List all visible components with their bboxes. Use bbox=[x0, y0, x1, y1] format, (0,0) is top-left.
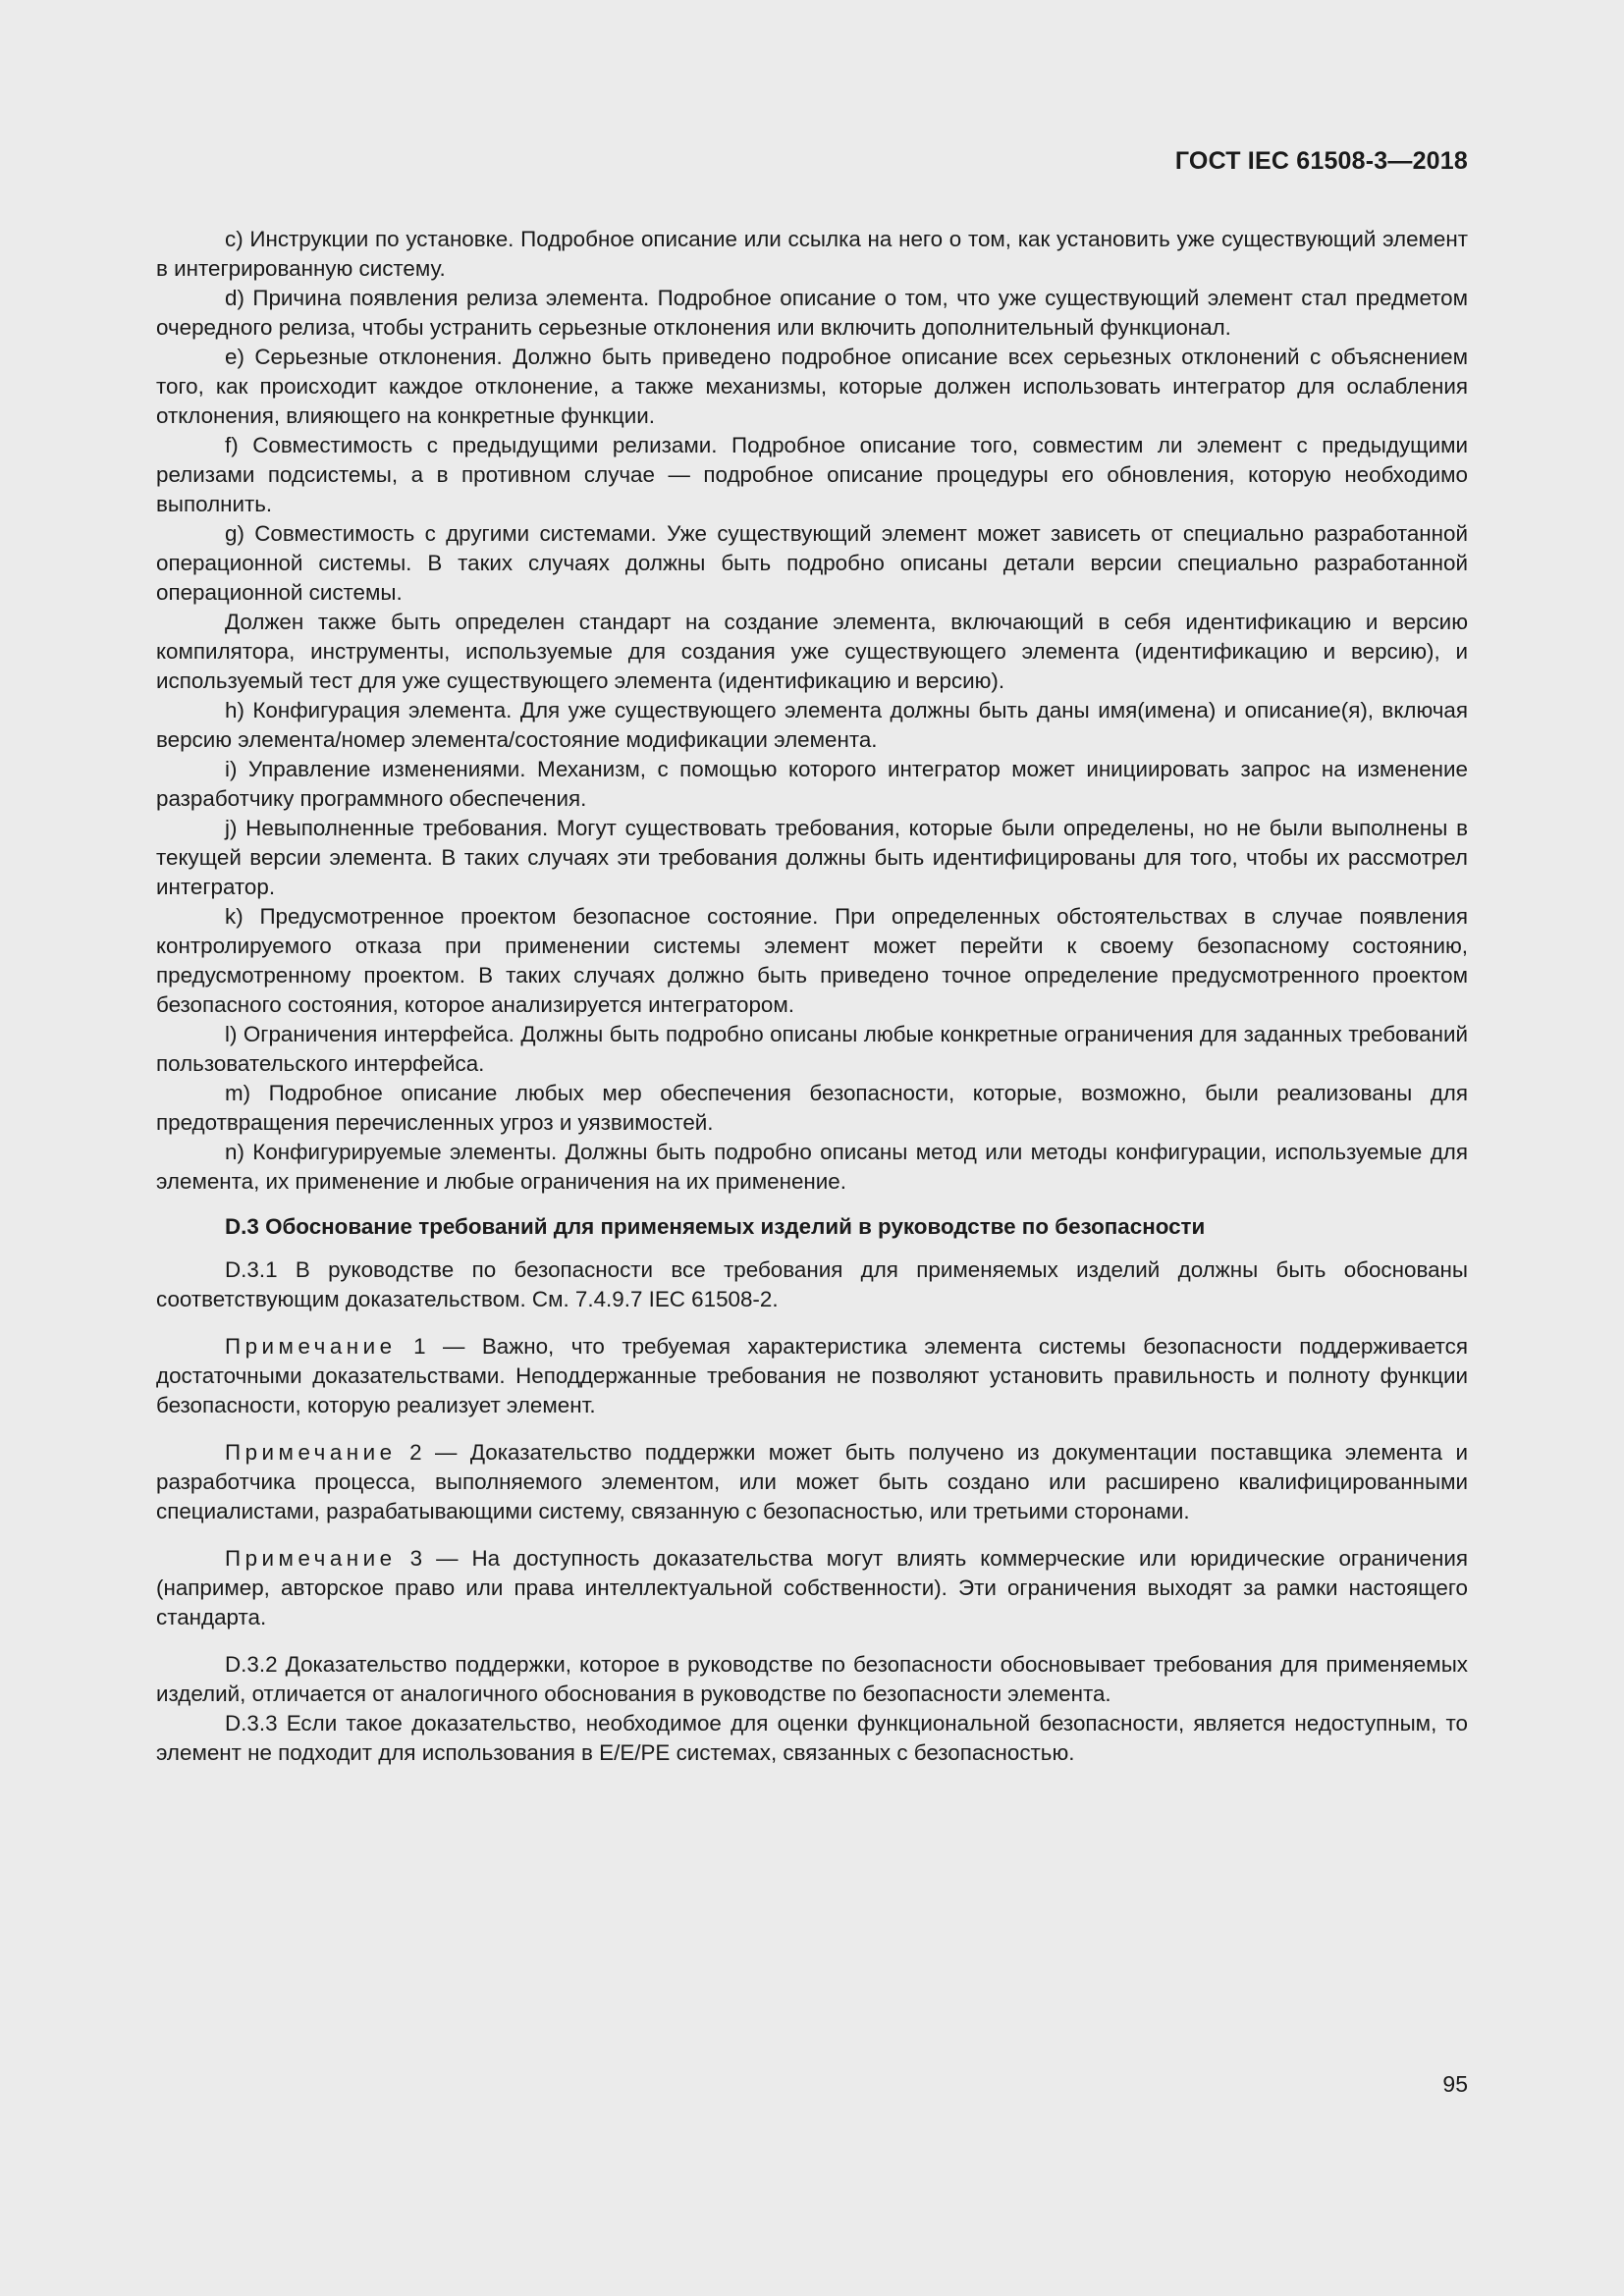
note-label: Примечание bbox=[225, 1334, 397, 1359]
list-item-k: k) Предусмотренное проектом безопасное состояние. При определенных обстоятельствах в случае появления контролируемого отказа при применении системы элемент может перейти к своему безопасному состоянию, предусмотренному проектом. В таких случаях должно быть приведено точное определение предусмотренного проектом безопасного состояния, которое анализируется интегратором. bbox=[156, 904, 1468, 1017]
list-item-g: g) Совместимость с другими системами. Уже существующий элемент может зависеть от специально разработанной операционной системы. В таких случаях должны быть подробно описаны детали версии специально разработанной операционной системы. bbox=[156, 521, 1468, 605]
note-label: Примечание bbox=[225, 1546, 397, 1571]
section-paragraph-1: D.3.1 В руководстве по безопасности все требования для применяемых изделий должны быть обоснованы соответствующим доказательством. См. 7.4.9.7 IEC 61508-2. bbox=[156, 1257, 1468, 1311]
list-item-l: l) Ограничения интерфейса. Должны быть подробно описаны любые конкретные ограничения для заданных требований пользовательского интерфейса. bbox=[156, 1022, 1468, 1076]
note-text: 3 — На доступность доказательства могут влиять коммерческие или юридические ограничения (например, авторское право или права интеллектуальной собственности). Эти ограничения выходят за рамки настоящего стандарта. bbox=[156, 1546, 1468, 1629]
list-item-j: j) Невыполненные требования. Могут существовать требования, которые были определены, но не были выполнены в текущей версии элемента. В таких случаях эти требования должны быть идентифицированы для того, чтобы их рассмотрел интегратор. bbox=[156, 816, 1468, 899]
note-text: 1 — Важно, что требуемая характеристика элемента системы безопасности поддерживается достаточными доказательствами. Неподдержанные требования не позволяют установить правильность и полноту функции безопасности, которую реализует элемент. bbox=[156, 1334, 1468, 1417]
section-paragraph-3: D.3.3 Если такое доказательство, необходимое для оценки функциональной безопасности, является недоступным, то элемент не подходит для использования в Е/Е/РЕ системах, связанных с безопасностью. bbox=[156, 1711, 1468, 1765]
list-item-m: m) Подробное описание любых мер обеспечения безопасности, которые, возможно, были реализованы для предотвращения перечисленных угроз и уязвимостей. bbox=[156, 1081, 1468, 1135]
list-item-n: n) Конфигурируемые элементы. Должны быть подробно описаны метод или методы конфигурации, используемые для элемента, их применение и любые ограничения на их применение. bbox=[156, 1140, 1468, 1194]
document-header: ГОСТ IEC 61508-3—2018 bbox=[1174, 147, 1468, 175]
section-heading: D.3 Обоснование требований для применяемых изделий в руководстве по безопасности bbox=[225, 1214, 1206, 1239]
section-paragraph-2: D.3.2 Доказательство поддержки, которое в руководстве по безопасности обосновывает требования для применяемых изделий, отличается от аналогичного обоснования в руководстве по безопасности элемента. bbox=[156, 1652, 1468, 1706]
note-2 bbox=[156, 1438, 1468, 1526]
list-item-i: i) Управление изменениями. Механизм, с помощью которого интегратор может инициировать запрос на изменение разработчику программного обеспечения. bbox=[156, 757, 1468, 811]
note-label: Примечание bbox=[225, 1440, 397, 1465]
document-body bbox=[156, 225, 1468, 1768]
page-number: 95 bbox=[1442, 2071, 1468, 2097]
list-item-e: e) Серьезные отклонения. Должно быть приведено подробное описание всех серьезных отклонений с объяснением того, как происходит каждое отклонение, а также механизмы, которые должен использовать интегратор для ослабления отклонения, влияющего на конкретные функции. bbox=[156, 345, 1468, 428]
paragraph-standard: Должен также быть определен стандарт на создание элемента, включающий в себя идентификацию и версию компилятора, инструменты, используемые для создания уже существующего элемента (идентификацию и версию), и используемый тест для уже существующего элемента (идентификацию и версию). bbox=[156, 610, 1468, 693]
list-item-c: c) Инструкции по установке. Подробное описание или ссылка на него о том, как установить уже существующий элемент в интегрированную систему. bbox=[156, 227, 1468, 281]
list-item-h: h) Конфигурация элемента. Для уже существующего элемента должны быть даны имя(имена) и описание(я), включая версию элемента/номер элемента/состояние модификации элемента. bbox=[156, 698, 1468, 752]
list-item-f: f) Совместимость с предыдущими релизами. Подробное описание того, совместим ли элемент с предыдущими релизами подсистемы, а в противном случае — подробное описание процедуры его обновления, которую необходимо выполнить. bbox=[156, 433, 1468, 516]
note-3 bbox=[156, 1544, 1468, 1632]
note-1 bbox=[156, 1332, 1468, 1420]
list-item-d: d) Причина появления релиза элемента. Подробное описание о том, что уже существующий элемент стал предметом очередного релиза, чтобы устранить серьезные отклонения или включить дополнительный функционал. bbox=[156, 286, 1468, 340]
note-text: 2 — Доказательство поддержки может быть получено из документации поставщика элемента и разработчика процесса, выполняемого элементом, или может быть создано или расширено квалифицированными специалистами, разрабатывающими систему, связанную с безопасностью, или третьими сторонами. bbox=[156, 1440, 1468, 1523]
